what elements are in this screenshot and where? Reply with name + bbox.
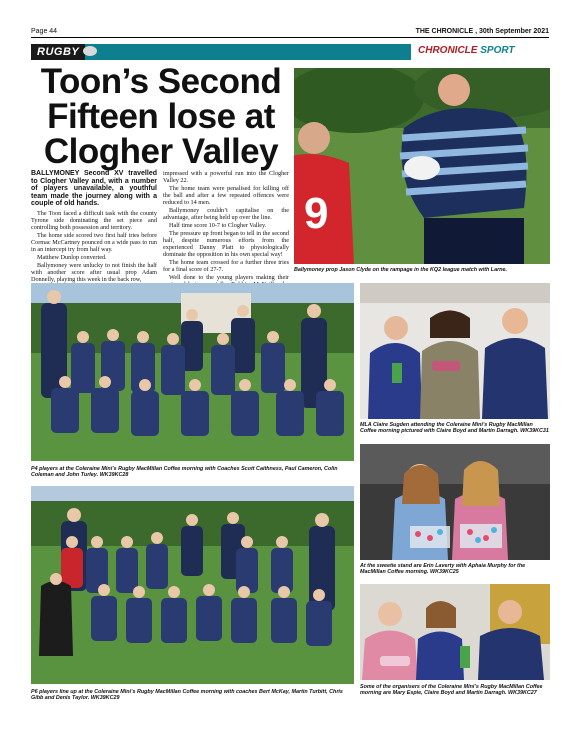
headline-line-1: Toon’s Second xyxy=(40,62,282,101)
jersey-number: 9 xyxy=(304,189,329,238)
article-column-2 xyxy=(163,170,289,296)
article-paragraph: The home team crossed for a further three tries for a final score of 27-7. xyxy=(163,259,289,273)
p4-photo-caption: P4 players at the Coleraine Mini’s Rugby MacMillan Coffee morning with Coaches Scott Caithness, Paul Cameron, Colin Coleman and John Turley. WK39KC28 xyxy=(31,466,338,479)
rugby-ball-icon xyxy=(83,46,97,56)
headline-line-2: Fifteen lose at xyxy=(47,97,275,136)
sweetie-stand-caption: At the sweetie stand are Erin Laverty with Aphaia Murphy for the MacMillan Coffee morning. WK39KC25 xyxy=(360,563,526,576)
article-paragraph: Well done to the young players making their xyxy=(169,274,289,281)
sweetie-stand-photo xyxy=(360,444,550,560)
article-paragraph: impressed with a powerful run into the Clogher Valley 22. xyxy=(163,170,289,184)
article-paragraph: Half time score 10-7 to Clogher Valley. xyxy=(169,222,267,229)
p6-photo-caption: P6 players line up at the Coleraine Mini’s Rugby MacMillan Coffee morning with coaches Bert McKay, Martin Turbitt, Chris Gibb and Denis Taylor. WK39KC29 xyxy=(31,689,343,702)
article-paragraph: The home team were penalised for killing off the ball and after a few repeated offences were reduced to 14 men. xyxy=(163,185,289,206)
mla-photo xyxy=(360,283,550,419)
main-photo-caption: Ballymoney prop Jason Clyde on the rampage in the KQ2 league match with Larne. xyxy=(294,267,507,273)
article-column-1 xyxy=(31,170,157,284)
headline-line-3: Clogher Valley xyxy=(43,132,279,171)
article-paragraph: Ballymoney were unlucky to not finish the half with another score after usual prop Adam Donnelly, playing this week in the back row, xyxy=(31,261,157,283)
p6-team-photo xyxy=(31,486,354,684)
section-tag: RUGBY xyxy=(31,44,85,60)
headline xyxy=(31,64,291,169)
mla-photo-caption: MLA Claire Sugden attending the Coleraine Mini’s Rugby MacMillan Coffee morning pictured with Claire Boyd and Martin Darragh. WK39KC31 xyxy=(360,422,549,435)
page-number: Page 44 xyxy=(31,28,58,35)
main-match-photo xyxy=(294,68,550,264)
organisers-caption: Some of the organisers of the Coleraine Mini’s Rugby MacMillan Coffee morning are Mary Espie, Claire Boyd and Martin Darragh. WK39KC27 xyxy=(360,684,543,697)
brand-sport: SPORT xyxy=(480,45,515,56)
masthead-date: THE CHRONICLE , 30th September 2021 xyxy=(415,28,549,35)
article-paragraph: The Toon faced a difficult task with the county Tyrone side dominating the set piece and controlling both possession and territory. xyxy=(31,209,157,231)
article-paragraph: Matthew Dunlop converted. xyxy=(37,253,107,261)
article-paragraph: The home side scored two first half tries before Cormac McCartney pounced on a wide pass to run in an intercept try from half way. xyxy=(31,231,157,253)
chronicle-sport-brand xyxy=(418,45,515,56)
brand-chronicle: CHRONICLE xyxy=(418,45,478,56)
header-rule xyxy=(31,37,549,38)
article-paragraph: The pressure up front began to tell in the second half, despite numerous efforts from the experienced Danny Platt to physiologically dominate the opposition in his own special way! xyxy=(163,230,289,258)
organisers-photo xyxy=(360,584,550,680)
article-lead: BALLYMONEY Second XV travelled to Clogher Valley and, with a number of players unavailable, a youthful team made the journey along with a couple of old hands. xyxy=(31,170,157,208)
article-paragraph: Ballymoney couldn’t capitalise on the advantage, after being held up over the line. xyxy=(163,207,289,221)
p4-team-photo xyxy=(31,283,354,461)
